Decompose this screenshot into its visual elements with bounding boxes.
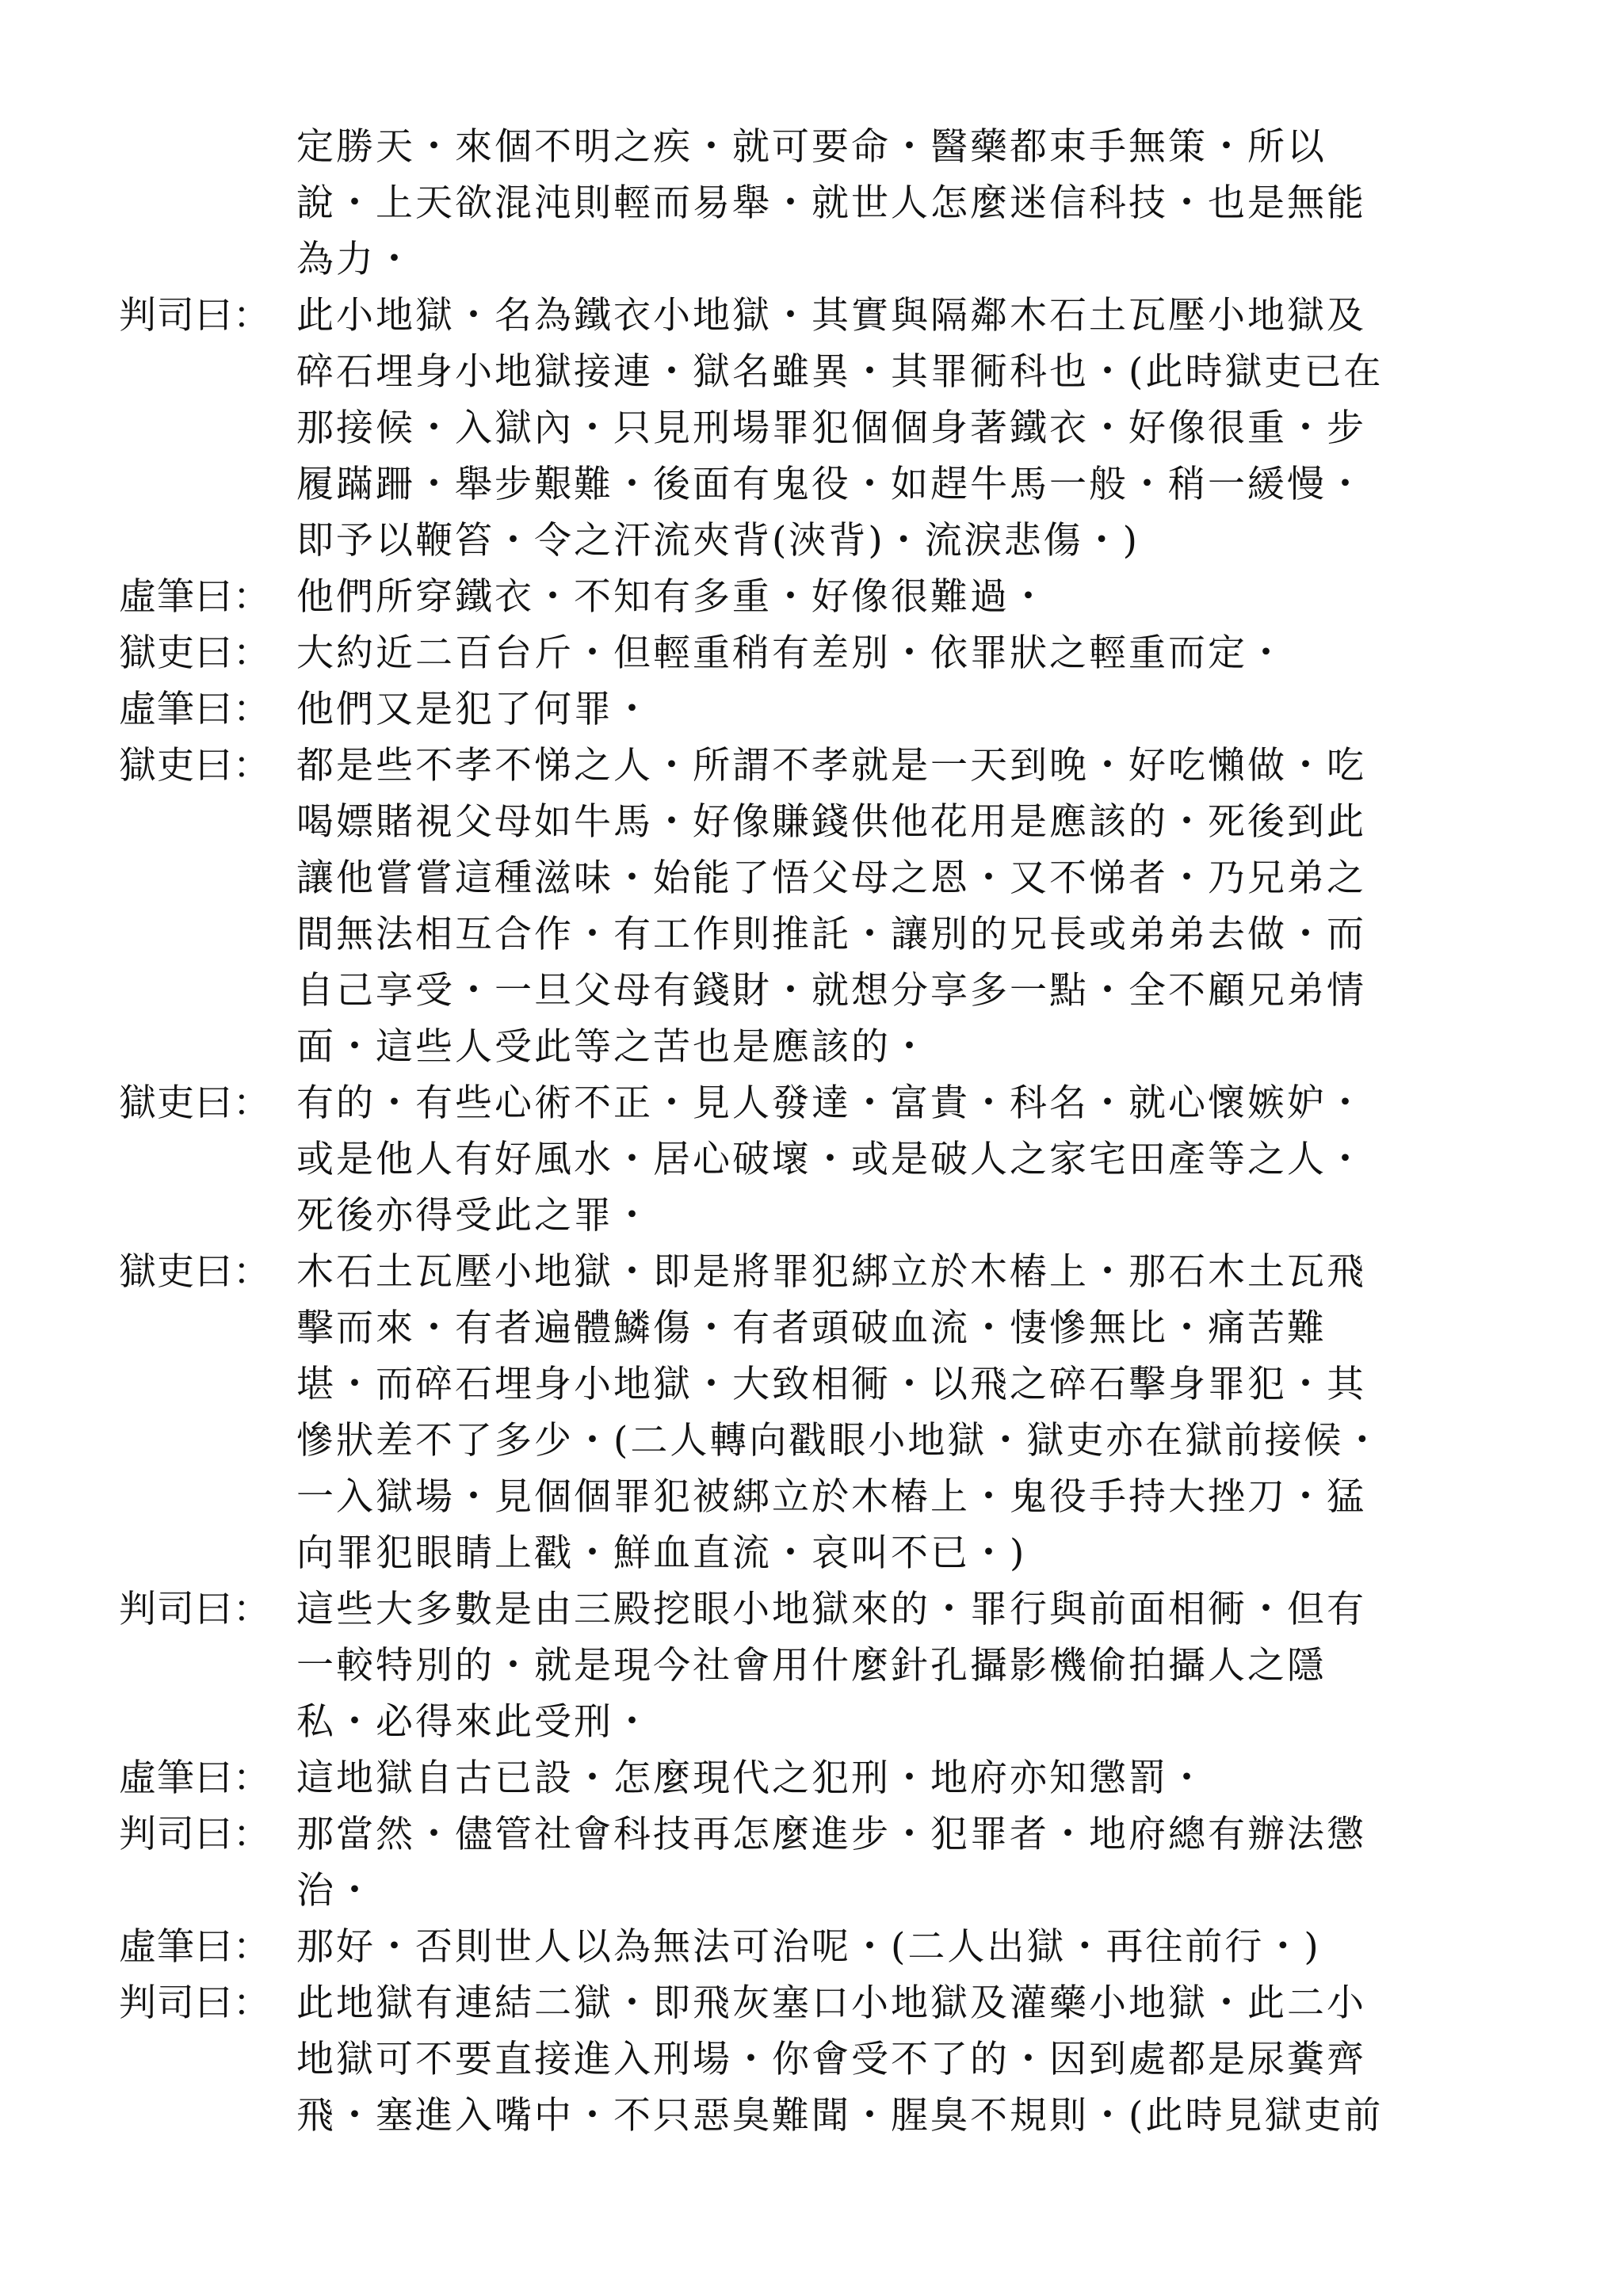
dialogue-entry: [119, 288, 1514, 569]
text-line: 此地獄有連結二獄・即飛灰塞口小地獄及灌藥小地獄・此二小: [296, 1981, 1366, 2025]
text-line: 私・必得來此受刑・: [296, 1700, 653, 1744]
text-line: 地獄可不要直接進入刑場・你會受不了的・因到處都是尿糞齊: [296, 2038, 1366, 2081]
text-line: 他們所穿鐵衣・不知有多重・好像很難過・: [296, 575, 1049, 619]
speaker-label: 判司曰：: [119, 294, 271, 338]
entry-lines: [296, 1244, 1514, 1581]
text-line: 他們又是犯了何罪・: [296, 688, 653, 731]
text-line: 有的・有些心術不正・見人發達・富貴・科名・就心懷嫉妒・: [296, 1081, 1366, 1125]
dialogue-entry: [119, 569, 1514, 625]
text-line: 慘狀差不了多少・(二人轉向戳眼小地獄・獄吏亦在獄前接候・: [296, 1419, 1384, 1463]
text-line: 履蹣跚・舉步艱難・後面有鬼役・如趕牛馬一般・稍一緩慢・: [296, 463, 1366, 506]
speaker-label: 獄吏曰：: [119, 1250, 271, 1294]
text-line: 堪・而碎石埋身小地獄・大致相衕・以飛之碎石擊身罪犯・其: [296, 1363, 1366, 1406]
dialogue-entry: [119, 681, 1514, 738]
text-line: 那當然・儘管社會科技再怎麼進步・犯罪者・地府總有辦法懲: [296, 1813, 1366, 1856]
text-line: 讓他嘗嘗這種滋味・始能了悟父母之恩・又不悌者・乃兄弟之: [296, 856, 1366, 900]
dialogue-text: [119, 119, 1514, 2144]
dialogue-entry: [119, 1975, 1514, 2144]
entry-lines: [296, 1750, 1514, 1806]
text-line: 都是些不孝不悌之人・所謂不孝就是一天到晚・好吃懶做・吃: [296, 744, 1366, 788]
text-line: 碎石埋身小地獄接連・獄名雖異・其罪衕科也・(此時獄吏已在: [296, 350, 1384, 394]
speaker-label: 判司曰：: [119, 1981, 271, 2025]
entry-lines: [296, 625, 1514, 681]
entry-lines: [296, 1919, 1514, 1975]
speaker-label: 獄吏曰：: [119, 1081, 271, 1125]
text-line: 這些大多數是由三殿挖眼小地獄來的・罪行與前面相衕・但有: [296, 1588, 1366, 1631]
text-line: 治・: [296, 1869, 376, 1913]
text-line: 一入獄場・見個個罪犯被綁立於木樁上・鬼役手持大挫刀・猛: [296, 1475, 1366, 1519]
entry-lines: [296, 1075, 1514, 1244]
speaker-label: 虛筆曰：: [119, 688, 271, 731]
text-line: 或是他人有好風水・居心破壞・或是破人之家宅田產等之人・: [296, 1138, 1366, 1181]
entry-lines: [296, 1806, 1514, 1919]
text-line: 那接候・入獄內・只見刑場罪犯個個身著鐵衣・好像很重・步: [296, 406, 1366, 450]
dialogue-entry: [119, 1581, 1514, 1750]
dialogue-entry: [119, 1806, 1514, 1919]
text-line: 擊而來・有者遍體鱗傷・有者頭破血流・悽慘無比・痛苦難: [296, 1306, 1327, 1350]
entry-lines: [296, 1581, 1514, 1750]
dialogue-entry: [119, 738, 1514, 1075]
text-line: 飛・塞進入嘴中・不只惡臭難聞・腥臭不規則・(此時見獄吏前: [296, 2094, 1384, 2138]
entry-lines: [296, 1975, 1514, 2144]
entry-lines: [296, 681, 1514, 738]
dialogue-entry: [119, 119, 1514, 288]
speaker-label: 虛筆曰：: [119, 1756, 271, 1800]
text-line: 死後亦得受此之罪・: [296, 1194, 653, 1238]
dialogue-entry: [119, 1750, 1514, 1806]
text-line: 說・上天欲混沌則輕而易舉・就世人怎麼迷信科技・也是無能: [296, 181, 1366, 225]
text-line: 這地獄自古已設・怎麼現代之犯刑・地府亦知懲罰・: [296, 1756, 1208, 1800]
text-line: 木石土瓦壓小地獄・即是將罪犯綁立於木樁上・那石木土瓦飛: [296, 1250, 1366, 1294]
text-line: 自己享受・一旦父母有錢財・就想分享多一點・全不顧兄弟情: [296, 969, 1366, 1013]
entry-lines: [296, 288, 1514, 569]
dialogue-entry: [119, 625, 1514, 681]
text-line: 面・這些人受此等之苦也是應該的・: [296, 1025, 930, 1069]
entry-lines: [296, 119, 1514, 288]
dialogue-entry: [119, 1244, 1514, 1581]
speaker-label: 虛筆曰：: [119, 575, 271, 619]
speaker-label: 判司曰：: [119, 1813, 271, 1856]
text-line: 即予以鞭笞・令之汗流夾背(浹背)・流淚悲傷・): [296, 519, 1140, 563]
speaker-label: 判司曰：: [119, 1588, 271, 1631]
text-line: 間無法相互合作・有工作則推託・讓別的兄長或弟弟去做・而: [296, 913, 1366, 956]
text-line: 大約近二百台斤・但輕重稍有差別・依罪狀之輕重而定・: [296, 631, 1287, 675]
dialogue-entry: [119, 1919, 1514, 1975]
text-line: 向罪犯眼睛上戳・鮮血直流・哀叫不已・): [296, 1531, 1027, 1575]
speaker-label: 虛筆曰：: [119, 1925, 271, 1969]
text-line: 喝嫖賭視父母如牛馬・好像賺錢供他花用是應該的・死後到此: [296, 800, 1366, 844]
entry-lines: [296, 738, 1514, 1075]
text-line: 為力・: [296, 238, 415, 281]
speaker-label: 獄吏曰：: [119, 631, 271, 675]
speaker-label: [119, 119, 296, 175]
speaker-label: 獄吏曰：: [119, 744, 271, 788]
text-line: 一較特別的・就是現今社會用什麼針孔攝影機偷拍攝人之隱: [296, 1644, 1327, 1688]
text-line: 此小地獄・名為鐵衣小地獄・其實與隔鄰木石土瓦壓小地獄及: [296, 294, 1366, 338]
entry-lines: [296, 569, 1514, 625]
dialogue-entry: [119, 1075, 1514, 1244]
text-line: 定勝天・來個不明之疾・就可要命・醫藥都束手無策・所以: [296, 125, 1327, 169]
text-line: 那好・否則世人以為無法可治呢・(二人出獄・再往前行・): [296, 1925, 1321, 1969]
